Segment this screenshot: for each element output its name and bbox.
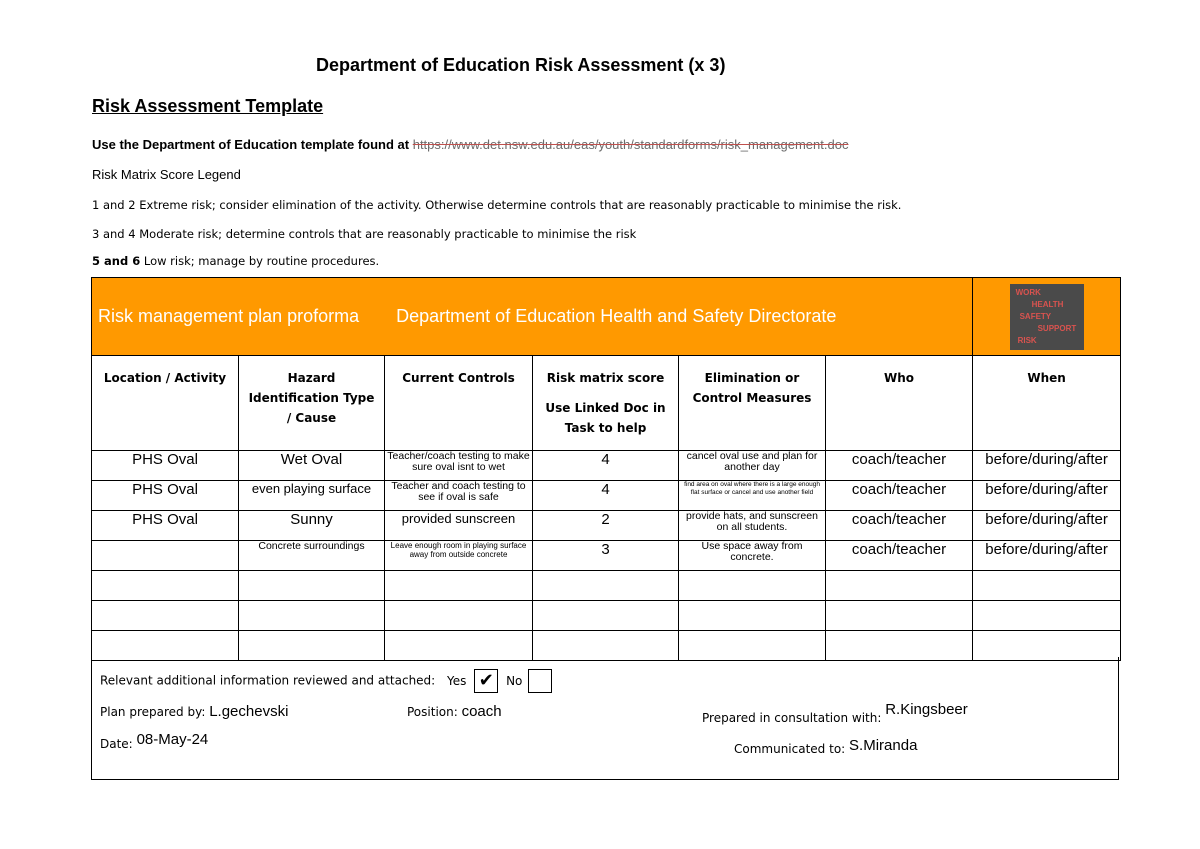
empty-cell[interactable] <box>533 631 679 661</box>
empty-cell[interactable] <box>385 631 533 661</box>
header-score-title: Risk matrix score <box>546 371 665 385</box>
cell-hazard: Sunny <box>239 511 385 541</box>
cell-when: before/during/after <box>973 511 1121 541</box>
empty-cell[interactable] <box>385 601 533 631</box>
yes-checkbox[interactable]: ✔ <box>474 669 498 693</box>
legend-low-text: Low risk; manage by routine procedures. <box>143 254 380 268</box>
plan-footer <box>91 657 1119 780</box>
empty-cell[interactable] <box>679 601 826 631</box>
template-instruction <box>92 137 848 152</box>
header-who: Who <box>826 356 973 451</box>
position-value[interactable]: coach <box>461 703 502 720</box>
cell-score: 4 <box>533 481 679 511</box>
cell-when: before/during/after <box>973 541 1121 571</box>
cell-location <box>92 541 239 571</box>
logo-word-1: WORK <box>1015 287 1041 297</box>
cell-score: 3 <box>533 541 679 571</box>
template-link[interactable]: https://www.det.nsw.edu.au/eas/youth/standardforms/risk_management.doc <box>412 137 849 152</box>
legend-moderate <box>92 227 636 241</box>
consultation-value[interactable]: R.Kingsbeer <box>885 701 968 718</box>
cell-score: 4 <box>533 451 679 481</box>
section-heading: Risk Assessment Template <box>92 96 324 116</box>
empty-cell[interactable] <box>533 571 679 601</box>
empty-cell[interactable] <box>533 601 679 631</box>
consultation-row <box>702 701 968 725</box>
banner-left: Risk management plan proforma <box>98 306 360 326</box>
whs-logo-icon <box>1010 284 1084 350</box>
header-hazard: Hazard Identification Type / Cause <box>239 356 385 451</box>
cell-elimination: Use space away from concrete. <box>679 541 826 571</box>
consultation-label: Prepared in consultation with: <box>702 711 882 725</box>
cell-elimination: find area on oval where there is a large enough flat surface or cancel and use another field <box>679 481 826 511</box>
banner <box>92 278 973 356</box>
empty-cell[interactable] <box>973 571 1121 601</box>
header-location: Location / Activity <box>92 356 239 451</box>
cell-when: before/during/after <box>973 481 1121 511</box>
position-label: Position: <box>407 705 458 719</box>
legend-extreme <box>92 198 901 212</box>
empty-cell[interactable] <box>826 571 973 601</box>
empty-row <box>92 571 1121 601</box>
empty-cell[interactable] <box>973 631 1121 661</box>
logo-word-3: SAFETY <box>1019 311 1052 321</box>
additional-info-row <box>100 669 552 693</box>
header-controls: Current Controls <box>385 356 533 451</box>
empty-cell[interactable] <box>92 631 239 661</box>
cell-when: before/during/after <box>973 451 1121 481</box>
empty-cell[interactable] <box>92 571 239 601</box>
logo-word-2: HEALTH <box>1031 299 1064 309</box>
legend-extreme-num: 1 and 2 <box>92 198 136 212</box>
empty-row <box>92 631 1121 661</box>
yes-label: Yes <box>447 673 467 688</box>
cell-elimination: cancel oval use and plan for another day <box>679 451 826 481</box>
cell-controls: Teacher/coach testing to make sure oval isnt to wet <box>385 451 533 481</box>
empty-cell[interactable] <box>973 601 1121 631</box>
communicated-value[interactable]: S.Miranda <box>849 737 918 754</box>
date-label: Date: <box>100 737 133 751</box>
cell-score: 2 <box>533 511 679 541</box>
logo-word-4: SUPPORT <box>1037 323 1077 333</box>
legend-title: Risk Matrix Score Legend <box>92 167 241 182</box>
empty-cell[interactable] <box>679 571 826 601</box>
header-elimination: Elimination or Control Measures <box>679 356 826 451</box>
cell-who: coach/teacher <box>826 481 973 511</box>
cell-elimination: provide hats, and sunscreen on all students. <box>679 511 826 541</box>
banner-row <box>92 278 1121 356</box>
legend-extreme-text: Extreme risk; consider elimination of the activity. Otherwise determine controls that are reasonably practicable to minimise the risk. <box>139 198 902 212</box>
empty-cell[interactable] <box>679 631 826 661</box>
table-row <box>92 481 1121 511</box>
empty-cell[interactable] <box>826 601 973 631</box>
table-row <box>92 451 1121 481</box>
cell-location: PHS Oval <box>92 451 239 481</box>
empty-cell[interactable] <box>239 571 385 601</box>
cell-location: PHS Oval <box>92 511 239 541</box>
empty-cell[interactable] <box>92 601 239 631</box>
table-row <box>92 541 1121 571</box>
logo-cell <box>973 278 1121 356</box>
legend-low-num: 5 and 6 <box>92 254 141 268</box>
legend-moderate-text: Moderate risk; determine controls that are reasonably practicable to minimise the risk <box>139 227 637 241</box>
header-row <box>92 356 1121 451</box>
prepared-by-value[interactable]: L.gechevski <box>209 703 289 720</box>
document-title: Department of Education Risk Assessment (x 3) <box>316 55 726 75</box>
table-row <box>92 511 1121 541</box>
no-label: No <box>506 673 523 688</box>
risk-management-table <box>91 277 1121 661</box>
cell-controls: Leave enough room in playing surface away from outside concrete <box>385 541 533 571</box>
logo-word-5: RISK <box>1017 335 1037 345</box>
empty-row <box>92 601 1121 631</box>
prepared-by-label: Plan prepared by: <box>100 705 206 719</box>
cell-who: coach/teacher <box>826 451 973 481</box>
empty-cell[interactable] <box>239 631 385 661</box>
date-value[interactable]: 08-May-24 <box>136 731 209 748</box>
cell-controls: provided sunscreen <box>385 511 533 541</box>
cell-hazard: Wet Oval <box>239 451 385 481</box>
header-score <box>533 356 679 451</box>
header-score-sub: Use Linked Doc in Task to help <box>545 401 666 435</box>
legend-low <box>92 254 379 268</box>
banner-right: Department of Education Health and Safety Directorate <box>396 306 837 326</box>
cell-hazard: even playing surface <box>239 481 385 511</box>
cell-who: coach/teacher <box>826 511 973 541</box>
cell-location: PHS Oval <box>92 481 239 511</box>
empty-cell[interactable] <box>385 571 533 601</box>
additional-info-label: Relevant additional information reviewed and attached: <box>100 673 436 688</box>
no-checkbox[interactable] <box>528 669 552 693</box>
communicated-label: Communicated to: <box>734 742 846 756</box>
cell-hazard: Concrete surroundings <box>239 541 385 571</box>
cell-who: coach/teacher <box>826 541 973 571</box>
prepared-by-row <box>100 703 288 720</box>
position-row <box>407 703 502 720</box>
empty-cell[interactable] <box>239 601 385 631</box>
communicated-row <box>734 737 917 754</box>
legend-moderate-num: 3 and 4 <box>92 227 136 241</box>
template-intro: Use the Department of Education template found at <box>92 137 410 152</box>
empty-cell[interactable] <box>826 631 973 661</box>
date-row <box>100 731 209 751</box>
cell-controls: Teacher and coach testing to see if oval is safe <box>385 481 533 511</box>
header-when: When <box>973 356 1121 451</box>
